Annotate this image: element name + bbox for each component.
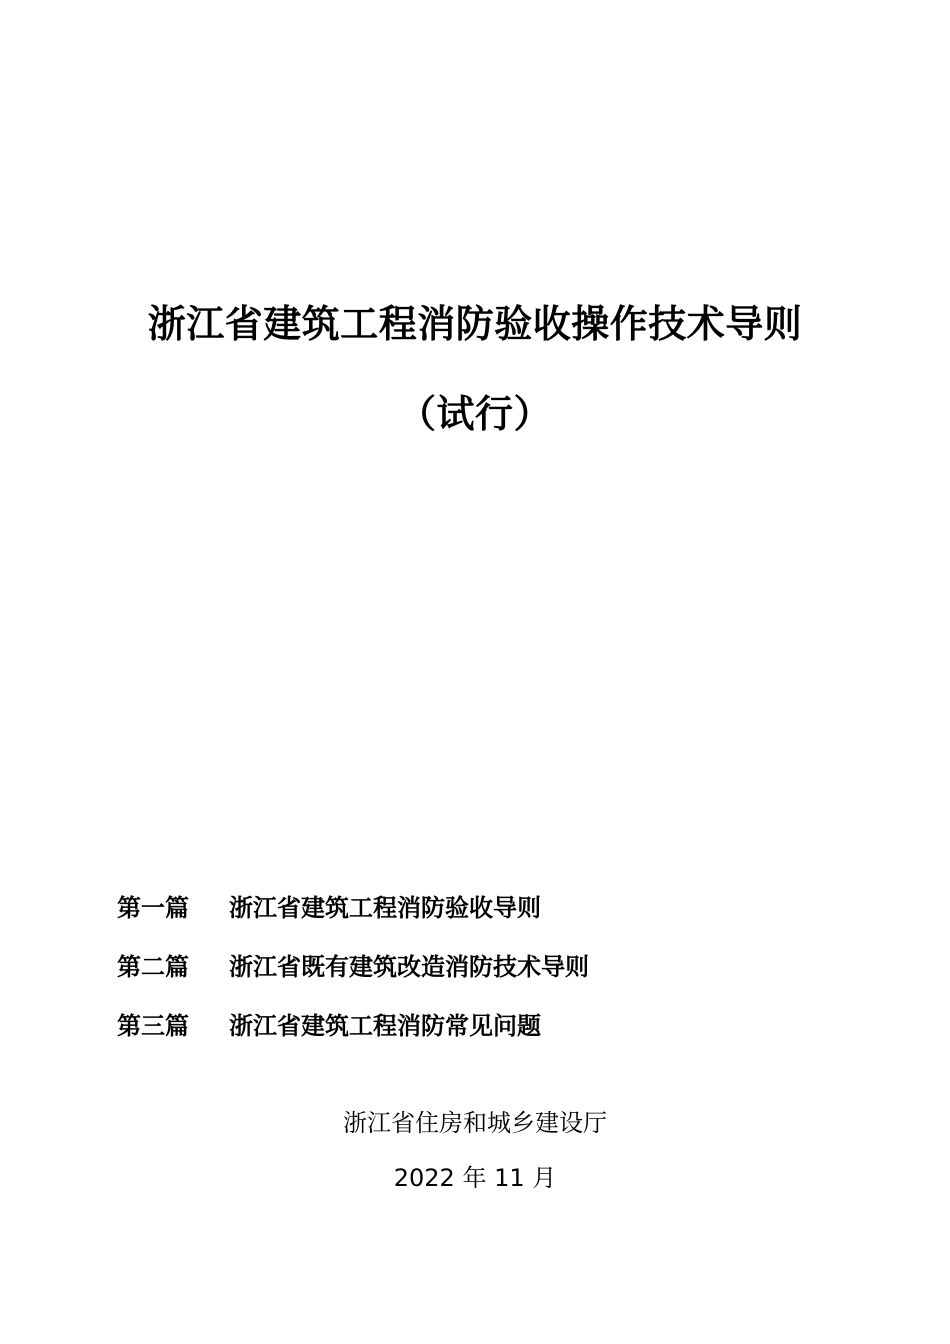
parts-list xyxy=(117,884,589,1061)
part-name: 浙江省建筑工程消防常见问题 xyxy=(229,1012,541,1040)
part-name: 浙江省建筑工程消防验收导则 xyxy=(229,894,541,922)
document-title: 浙江省建筑工程消防验收操作技术导则 xyxy=(147,302,803,346)
part-item-3 xyxy=(117,1002,589,1061)
part-number: 第三篇 xyxy=(117,1012,189,1040)
document-subtitle: （试行） xyxy=(397,392,552,436)
part-number: 第二篇 xyxy=(117,953,189,981)
part-number: 第一篇 xyxy=(117,894,189,922)
issuer: 浙江省住房和城乡建设厅 xyxy=(343,1109,607,1137)
part-item-1 xyxy=(117,884,589,943)
part-item-2 xyxy=(117,943,589,1002)
part-name: 浙江省既有建筑改造消防技术导则 xyxy=(229,953,589,981)
issue-date: 2022 年 11 月 xyxy=(393,1164,557,1192)
